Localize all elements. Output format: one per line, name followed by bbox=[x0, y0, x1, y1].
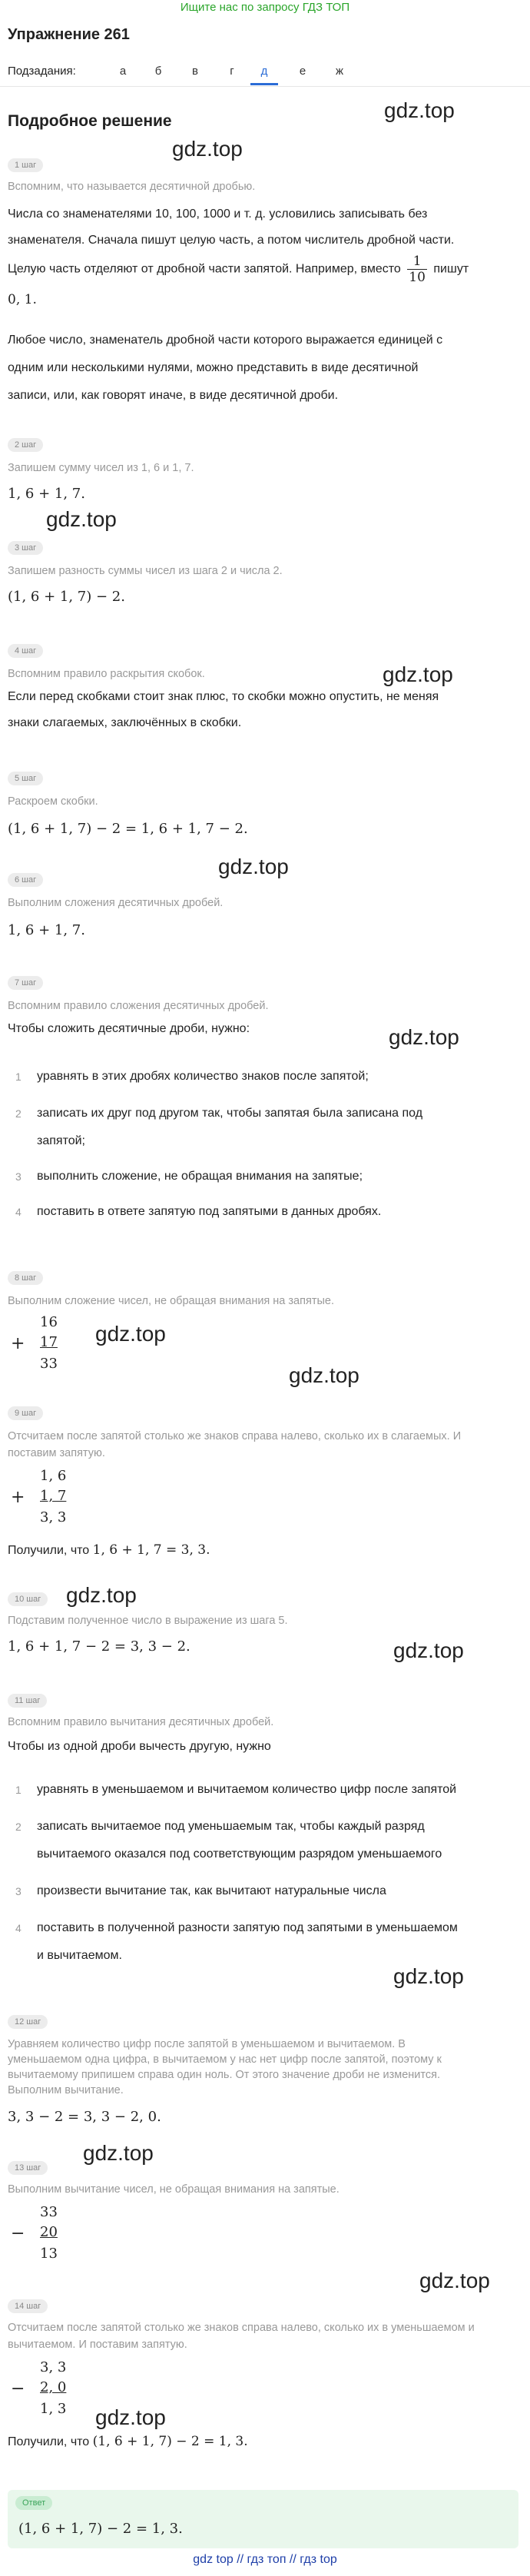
step-hint: Раскроем скобки. bbox=[8, 795, 98, 808]
subtask-b[interactable]: б bbox=[154, 65, 162, 78]
math-expression: (1, 6 + 1, 7) − 2. bbox=[8, 589, 125, 605]
list-text: выполнить сложение, не обращая внимания на запятые; bbox=[37, 1170, 363, 1183]
minus-sign: − bbox=[11, 2224, 25, 2243]
addend-1: 16 bbox=[40, 1314, 58, 1330]
list-number: 3 bbox=[15, 1170, 22, 1183]
watermark: gdz.top bbox=[389, 1025, 459, 1049]
active-subtask-underline bbox=[250, 83, 278, 85]
watermark: gdz.top bbox=[289, 1363, 359, 1387]
watermark: gdz.top bbox=[83, 2141, 154, 2165]
list-number: 1 bbox=[15, 1784, 22, 1796]
subtasks-nav bbox=[8, 61, 522, 81]
paragraph-line: записи, или, как говорят иначе, в виде десятичной дроби. bbox=[8, 389, 339, 402]
paragraph-text: пишут bbox=[433, 262, 469, 276]
list-text: записать их друг под другом так, чтобы запятая была записана под bbox=[37, 1107, 423, 1120]
paragraph-line: одним или несколькими нулями, можно представить в виде десятичной bbox=[8, 361, 419, 374]
list-number: 4 bbox=[15, 1206, 22, 1218]
list-text: и вычитаемом. bbox=[37, 1949, 122, 1962]
math-expression: 1, 6 + 1, 7. bbox=[8, 922, 85, 938]
step-badge: 3 шаг bbox=[8, 541, 43, 555]
minuend: 3, 3 bbox=[40, 2359, 67, 2375]
list-text: поставить в полученной разности запятую под запятыми в уменьшаемом bbox=[37, 1921, 458, 1934]
watermark: gdz.top bbox=[172, 137, 243, 161]
step-badge: 1 шаг bbox=[8, 158, 43, 172]
step-badge: 13 шаг bbox=[8, 2161, 48, 2175]
plus-sign: + bbox=[11, 1334, 25, 1353]
step-hint: Вспомним правило раскрытия скобок. bbox=[8, 668, 205, 680]
math-expression: 0, 1. bbox=[8, 292, 37, 307]
step-badge: 12 шаг bbox=[8, 2015, 48, 2029]
list-text: произвести вычитание так, как вычитают натуральные числа bbox=[37, 1884, 386, 1897]
math-expression: 1, 6 + 1, 7. bbox=[8, 486, 85, 502]
watermark: gdz.top bbox=[46, 507, 117, 531]
difference: 1, 3 bbox=[40, 2401, 67, 2417]
step-badge: 2 шаг bbox=[8, 438, 43, 452]
step-hint: Выполним вычитание чисел, не обращая внимания на запятые. bbox=[8, 2183, 340, 2196]
paragraph-line: знаменателя. Сначала пишут целую часть, а потом числитель дробной части. bbox=[8, 234, 455, 247]
result-line bbox=[8, 1537, 522, 1564]
subtrahend: 20 bbox=[40, 2224, 58, 2240]
step-badge: 9 шаг bbox=[8, 1406, 43, 1420]
solution-heading: Подробное решение bbox=[8, 112, 172, 130]
page-title: Упражнение 261 bbox=[8, 26, 130, 43]
answer-expression: (1, 6 + 1, 7) − 2 = 1, 3. bbox=[18, 2521, 183, 2537]
fraction-numerator: 1 bbox=[407, 254, 427, 270]
math-expression: (1, 6 + 1, 7) − 2 = 1, 3. bbox=[92, 2434, 248, 2449]
minus-sign: − bbox=[11, 2379, 25, 2398]
math-expression: (1, 6 + 1, 7) − 2 = 1, 6 + 1, 7 − 2. bbox=[8, 821, 248, 837]
step-hint: Запишем сумму чисел из 1, 6 и 1, 7. bbox=[8, 462, 194, 474]
watermark: gdz.top bbox=[95, 1322, 166, 1346]
subtasks-label: Подзадания: bbox=[8, 65, 76, 78]
step-hint: Выполним сложения десятичных дробей. bbox=[8, 897, 224, 909]
list-number: 1 bbox=[15, 1071, 22, 1083]
watermark: gdz.top bbox=[384, 98, 455, 122]
list-number: 3 bbox=[15, 1885, 22, 1897]
math-expression: 1, 6 + 1, 7 = 3, 3. bbox=[92, 1542, 210, 1558]
list-number: 4 bbox=[15, 1922, 22, 1934]
step-hint: уменьшаемом одна цифра, в вычитаемом у нас нет цифр после запятой, поэтому к bbox=[8, 2053, 442, 2066]
step-hint: вычитаемому припишем справа один ноль. От этого значение дроби не изменится. bbox=[8, 2069, 440, 2081]
step-hint: поставим запятую. bbox=[8, 1447, 105, 1459]
addend-2: 17 bbox=[40, 1334, 58, 1350]
difference: 13 bbox=[40, 2246, 58, 2262]
step-badge: 11 шаг bbox=[8, 1694, 47, 1708]
list-text: уравнять в уменьшаемом и вычитаемом количество цифр после запятой bbox=[37, 1783, 457, 1796]
column-addition bbox=[8, 1468, 108, 1532]
math-expression: 1, 6 + 1, 7 − 2 = 3, 3 − 2. bbox=[8, 1638, 190, 1655]
step-badge: 5 шаг bbox=[8, 772, 43, 785]
paragraph-line: знаки слагаемых, заключённых в скобки. bbox=[8, 716, 242, 729]
fraction-denominator: 10 bbox=[409, 270, 426, 285]
step-hint: Вспомним правило сложения десятичных дробей. bbox=[8, 1000, 269, 1012]
math-expression: 3, 3 − 2 = 3, 3 − 2, 0. bbox=[8, 2109, 161, 2125]
answer-box bbox=[8, 2490, 518, 2548]
answer-badge: Ответ bbox=[15, 2496, 52, 2510]
list-text: записать вычитаемое под уменьшаемым так, чтобы каждый разряд bbox=[37, 1820, 425, 1833]
sum: 3, 3 bbox=[40, 1509, 67, 1525]
paragraph-line: Числа со знаменателями 10, 100, 1000 и т. д. условились записывать без bbox=[8, 207, 428, 221]
step-badge: 10 шаг bbox=[8, 1592, 48, 1606]
list-text: вычитаемого оказался под соответствующим разрядом уменьшаемого bbox=[37, 1847, 442, 1861]
step-badge: 4 шаг bbox=[8, 644, 43, 658]
result-text: Получили, что bbox=[8, 2435, 90, 2448]
watermark: gdz.top bbox=[66, 1583, 137, 1607]
step-hint: Отсчитаем после запятой столько же знаков справа налево, сколько их в слагаемых. И bbox=[8, 1430, 462, 1442]
column-addition bbox=[8, 1314, 100, 1379]
watermark: gdz.top bbox=[218, 855, 289, 878]
list-text: уравнять в этих дробях количество знаков после запятой; bbox=[37, 1070, 369, 1083]
step-hint: Вспомним, что называется десятичной дробью. bbox=[8, 181, 256, 193]
step-hint: Подставим полученное число в выражение из шага 5. bbox=[8, 1615, 288, 1627]
subtask-e[interactable]: е bbox=[299, 65, 306, 78]
step-hint: Отсчитаем после запятой столько же знаков справа налево, сколько их в уменьшаемом и bbox=[8, 2322, 475, 2334]
watermark: gdz.top bbox=[95, 2405, 166, 2429]
paragraph-line: Если перед скобками стоит знак плюс, то скобки можно опустить, не меняя bbox=[8, 690, 439, 703]
paragraph-line bbox=[8, 254, 522, 285]
minuend: 33 bbox=[40, 2204, 58, 2220]
subtrahend: 2, 0 bbox=[40, 2379, 67, 2395]
step-hint: Уравняем количество цифр после запятой в уменьшаемом и вычитаемом. В bbox=[8, 2038, 406, 2050]
step-hint: Вспомним правило вычитания десятичных дробей. bbox=[8, 1716, 274, 1728]
list-number: 2 bbox=[15, 1107, 22, 1120]
step-hint: вычитаемом. И поставим запятую. bbox=[8, 2339, 187, 2351]
addend-1: 1, 6 bbox=[40, 1468, 67, 1484]
watermark: gdz.top bbox=[393, 1638, 464, 1662]
column-subtraction bbox=[8, 2359, 108, 2424]
step-badge: 8 шаг bbox=[8, 1271, 43, 1285]
subtask-g[interactable]: г bbox=[230, 65, 234, 78]
step-badge: 14 шаг bbox=[8, 2299, 48, 2313]
paragraph-text: Целую часть отделяют от дробной части запятой. Например, вместо bbox=[8, 262, 401, 276]
watermark: gdz.top bbox=[419, 2269, 490, 2292]
column-subtraction bbox=[8, 2204, 100, 2269]
result-line bbox=[8, 2428, 522, 2455]
subtask-a[interactable]: а bbox=[119, 65, 127, 78]
step-badge: 6 шаг bbox=[8, 873, 43, 887]
watermark: gdz.top bbox=[383, 662, 453, 686]
step-hint: Запишем разность суммы чисел из шага 2 и числа 2. bbox=[8, 565, 283, 577]
step-hint: Выполним сложение чисел, не обращая внимания на запятые. bbox=[8, 1295, 334, 1307]
addend-2: 1, 7 bbox=[40, 1488, 67, 1504]
step-hint: Выполним вычитание. bbox=[8, 2084, 124, 2096]
list-number: 2 bbox=[15, 1821, 22, 1833]
step-badge: 7 шаг bbox=[8, 976, 43, 990]
subtask-v[interactable]: в bbox=[192, 65, 198, 78]
paragraph-line: Чтобы сложить десятичные дроби, нужно: bbox=[8, 1022, 250, 1035]
plus-sign: + bbox=[11, 1488, 25, 1507]
list-text: запятой; bbox=[37, 1134, 85, 1147]
subtask-zh[interactable]: ж bbox=[335, 65, 344, 78]
top-banner[interactable]: Ищите нас по запросу ГДЗ ТОП bbox=[0, 0, 530, 17]
subtask-d[interactable]: д bbox=[260, 65, 268, 78]
fraction bbox=[407, 254, 427, 285]
paragraph-line: Чтобы из одной дроби вычесть другую, нужно bbox=[8, 1740, 271, 1753]
watermark: gdz.top bbox=[393, 1964, 464, 1988]
footer-links[interactable]: gdz top // гдз топ // гдз top bbox=[193, 2553, 337, 2566]
result-text: Получили, что bbox=[8, 1544, 90, 1557]
sum: 33 bbox=[40, 1356, 58, 1372]
divider bbox=[0, 86, 530, 87]
paragraph-line: Любое число, знаменатель дробной части которого выражается единицей с bbox=[8, 334, 443, 347]
list-text: поставить в ответе запятую под запятыми в данных дробях. bbox=[37, 1205, 382, 1218]
